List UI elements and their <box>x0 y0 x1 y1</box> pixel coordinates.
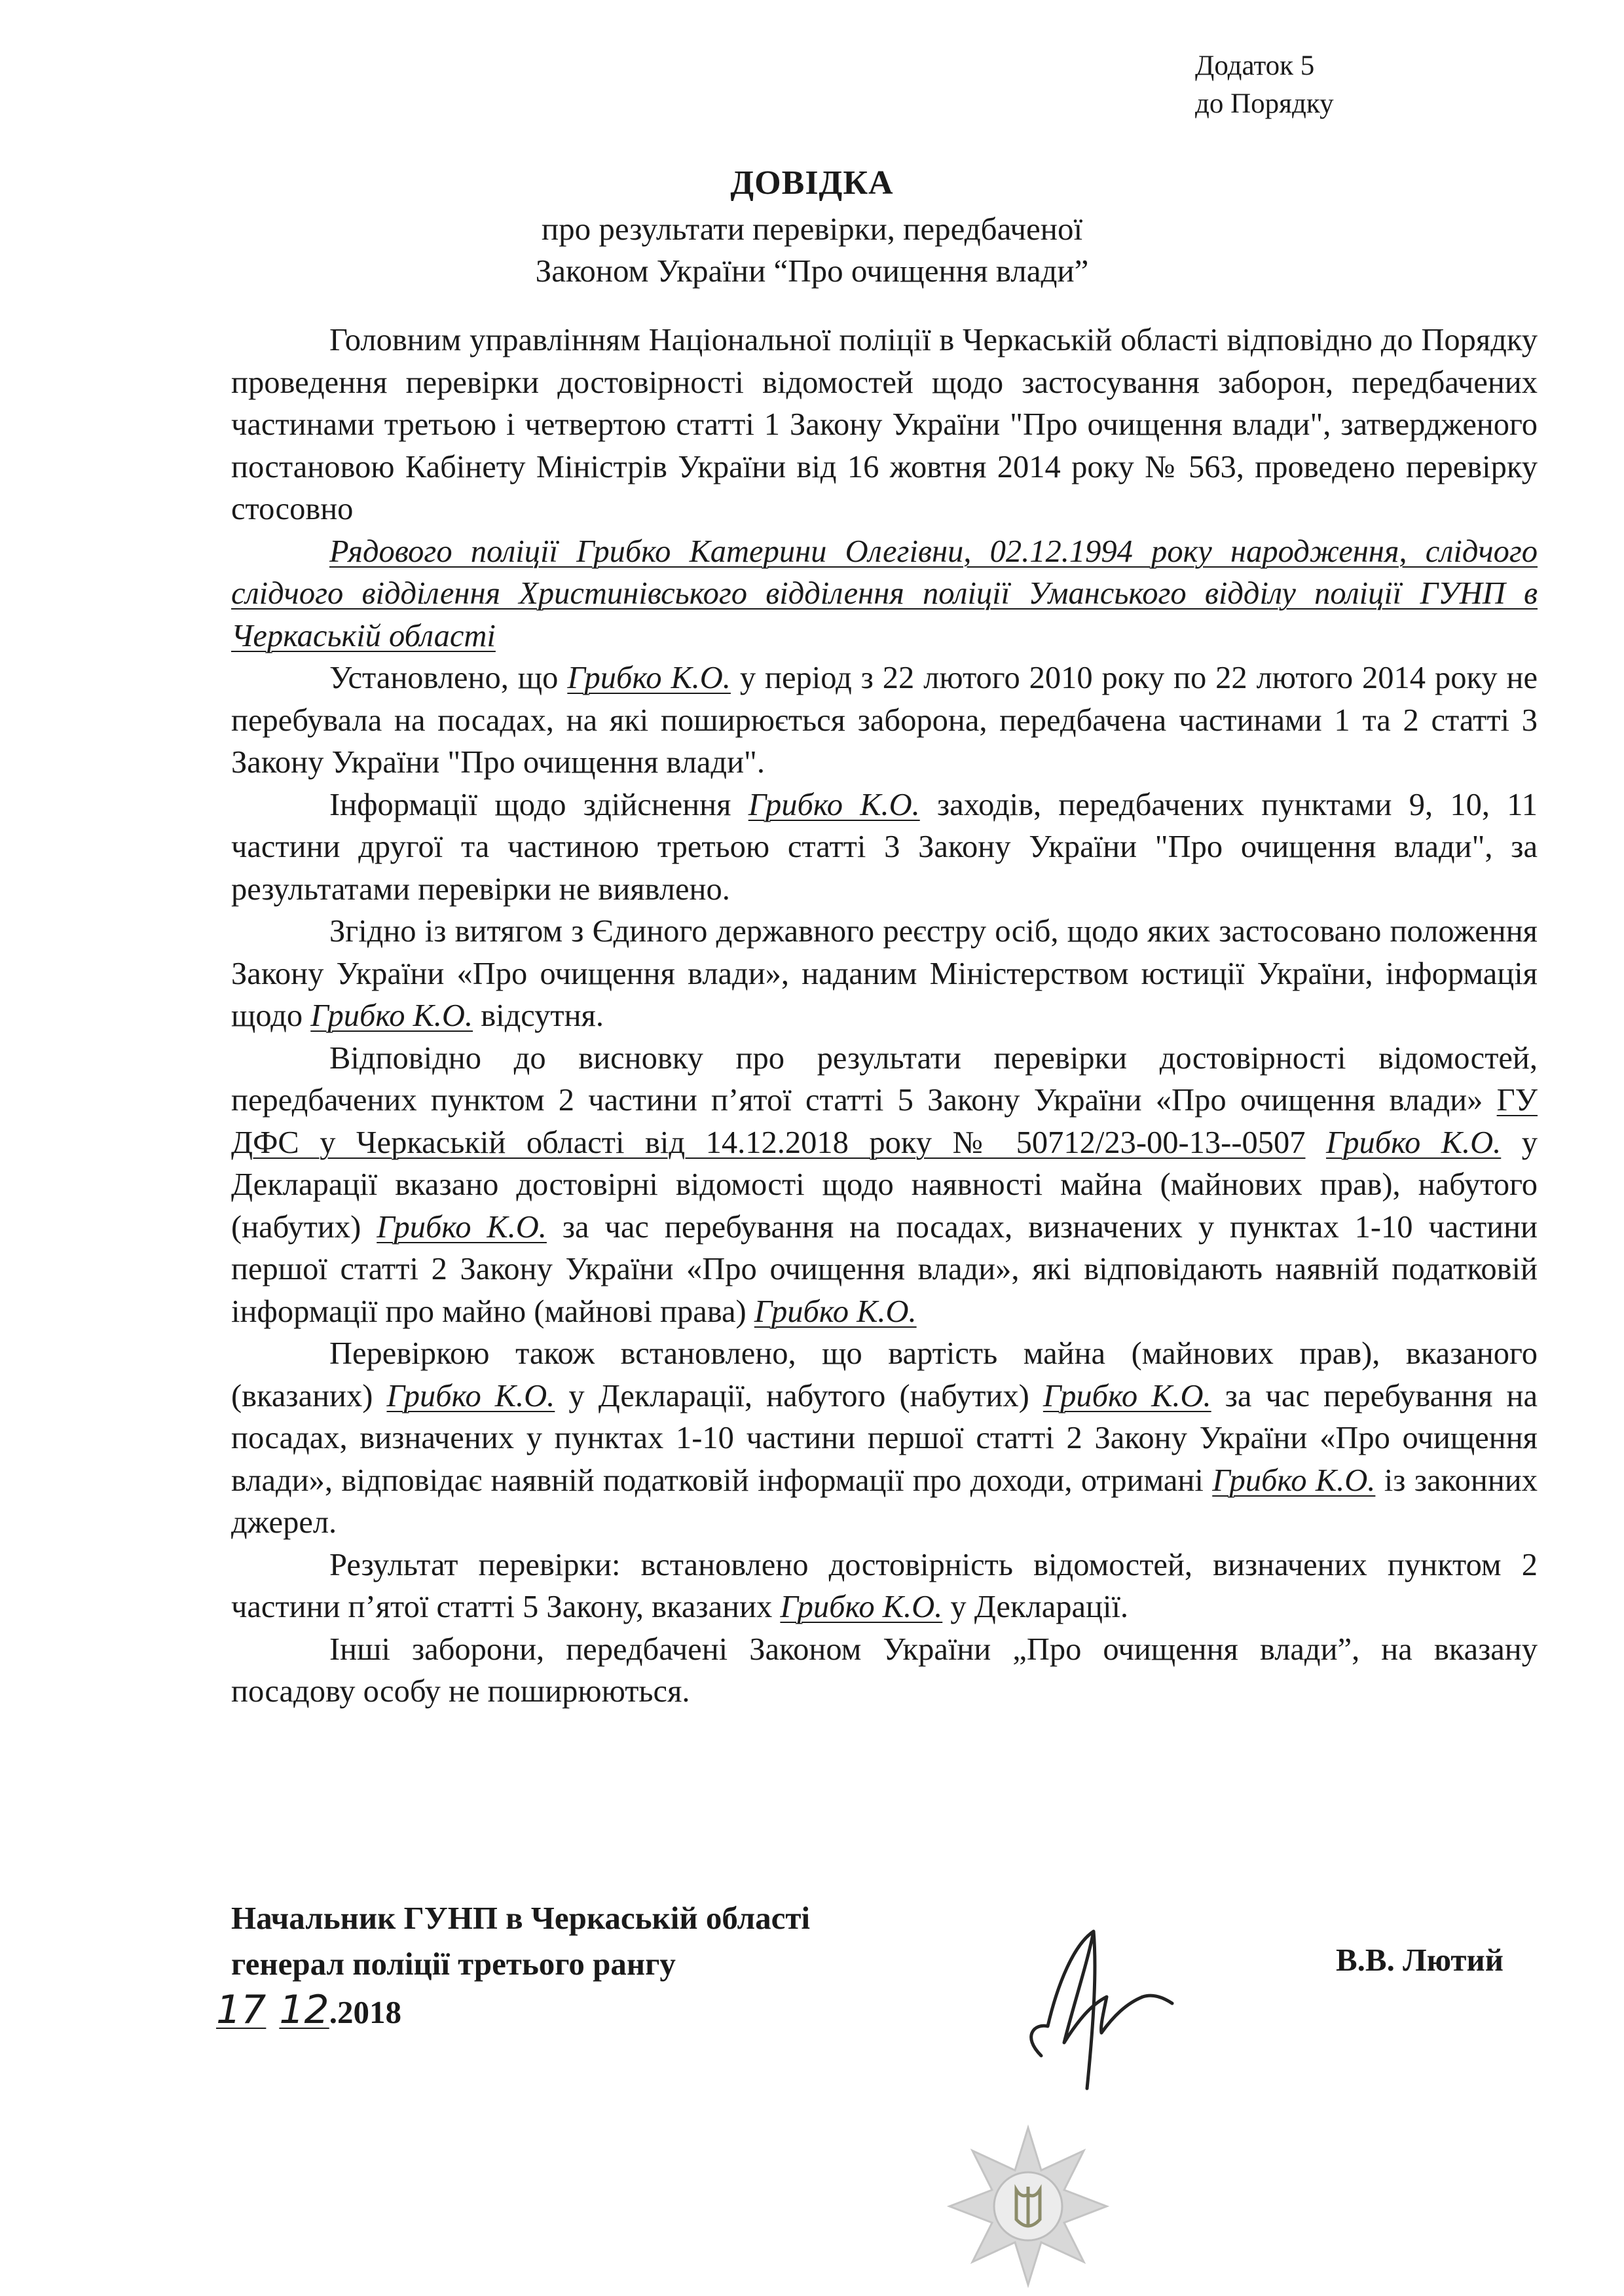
position-line-1: Начальник ГУНП в Черкаській області <box>231 1900 811 1936</box>
paragraph-other-bans: Інші заборони, передбачені Законом України „Про очищення влади”, на вказану посадову особу не поширюються. <box>231 1631 1538 1709</box>
date-year: .2018 <box>329 1994 401 2030</box>
paragraph-measures: Інформації щодо здійснення Грибко К.О. заходів, передбачених пунктами 9, 10, 11 частини другої та частиною третьою статті 3 Закону України "Про очищення влади", за результатами перевірки не виявлено. <box>231 787 1538 907</box>
paragraph-property-value: Перевіркою також встановлено, що вартість майна (майнових прав), вказаного (вказаних) Грибко К.О. у Декларації, набутого (набутих) Грибко К.О. за час перебування на посадах, визначених у пунктах 1-10 частини першої статті 2 Закону України «Про очищення влади», відповідає наявній податковій інформації про доходи, отримані Грибко К.О. із законних джерел. <box>231 1336 1538 1540</box>
person-name-ref: Грибко К.О. <box>748 787 920 822</box>
person-name-ref: Грибко К.О. <box>1212 1463 1376 1498</box>
paragraph-result: Результат перевірки: встановлено достовірність відомостей, визначених пунктом 2 частини п’ятої статті 5 Закону, вказаних Грибко К.О. у Декларації. <box>231 1547 1538 1624</box>
person-name-ref: Грибко К.О. <box>567 661 731 695</box>
paragraph-tax-conclusion: Відповідно до висновку про результати перевірки достовірності відомостей, передбачених пунктом 2 частини п’ятої статті 5 Закону України «Про очищення влади» ГУ ДФС у Черкаській області від 14.12.2018 року № 50712/23-00-13--0507 Грибко К.О. у Декларації вказано достовірні відомості щодо наявності майна (майнових прав), набутого (набутих) Грибко К.О. за час перебування на посадах, визначених у пунктах 1-10 частини першої статті 2 Закону України «Про очищення влади», які відповідають наявній податковій інформації про майно (майнові права) Грибко К.О. <box>231 1040 1538 1329</box>
handwritten-signature-icon <box>995 1892 1192 2102</box>
position-line-2: генерал поліції третього рангу <box>231 1946 676 1982</box>
date-month: 12 <box>279 1987 329 2033</box>
person-name-ref: Грибко К.О. <box>780 1590 943 1624</box>
person-name-ref: Грибко К.О. <box>310 998 473 1033</box>
annex-line-1: Додаток 5 <box>1195 50 1315 81</box>
police-star-seal-icon <box>943 2121 1113 2291</box>
signer-name: В.В. Лютий <box>1336 1942 1504 1978</box>
document-body <box>231 319 1538 1713</box>
person-name-ref: Грибко К.О. <box>377 1209 547 1245</box>
annex-note <box>1195 47 1334 123</box>
date-day: 17 <box>216 1987 267 2033</box>
subtitle-line-1: про результати перевірки, передбаченої <box>541 211 1083 247</box>
paragraph-service-period: Установлено, що Грибко К.О. у період з 22 лютого 2010 року по 22 лютого 2014 року не перебувала на посадах, на які поширюється заборона, передбачена частинами 1 та 2 статті 3 Закону України "Про очищення влади". <box>231 661 1538 780</box>
person-name-ref: Грибко К.О. <box>754 1294 917 1329</box>
document-title: ДОВІДКА <box>730 164 894 202</box>
person-name-ref: Грибко К.О. <box>1326 1125 1502 1160</box>
subject-paragraph: Рядового поліції Грибко Катерини Олегівни, 02.12.1994 року народження, слідчого слідчого відділення Христинівського відділення поліції Уманського відділу поліції ГУНП в Черкаській області <box>231 534 1538 653</box>
subtitle-line-2: Законом України “Про очищення влади” <box>535 253 1089 289</box>
person-name-ref: Грибко К.О. <box>1043 1378 1211 1413</box>
paragraph-registry: Згідно із витягом з Єдиного державного реєстру осіб, щодо яких застосовано положення Закону України «Про очищення влади», наданим Міністерством юстиції України, інформація щодо Грибко К.О. відсутня. <box>231 914 1538 1033</box>
signature-date <box>216 1987 401 2033</box>
intro-paragraph: Головним управлінням Національної поліції в Черкаській області відповідно до Порядку проведення перевірки достовірності відомостей щодо застосування заборон, передбачених частинами третьою і четвертою статті 1 Закону України "Про очищення влади", затвердженого постановою Кабінету Міністрів України від 16 жовтня 2014 року № 563, проведено перевірку стосовно <box>231 323 1538 526</box>
annex-line-2: до Порядку <box>1195 88 1334 119</box>
tax-reference: ГУ ДФС у Черкаській області від 14.12.2018 року № 50712/23-00-13--0507 <box>231 1083 1538 1160</box>
signatory-position <box>231 1895 810 1987</box>
document-subtitle <box>196 208 1428 292</box>
person-name-ref: Грибко К.О. <box>386 1378 555 1413</box>
